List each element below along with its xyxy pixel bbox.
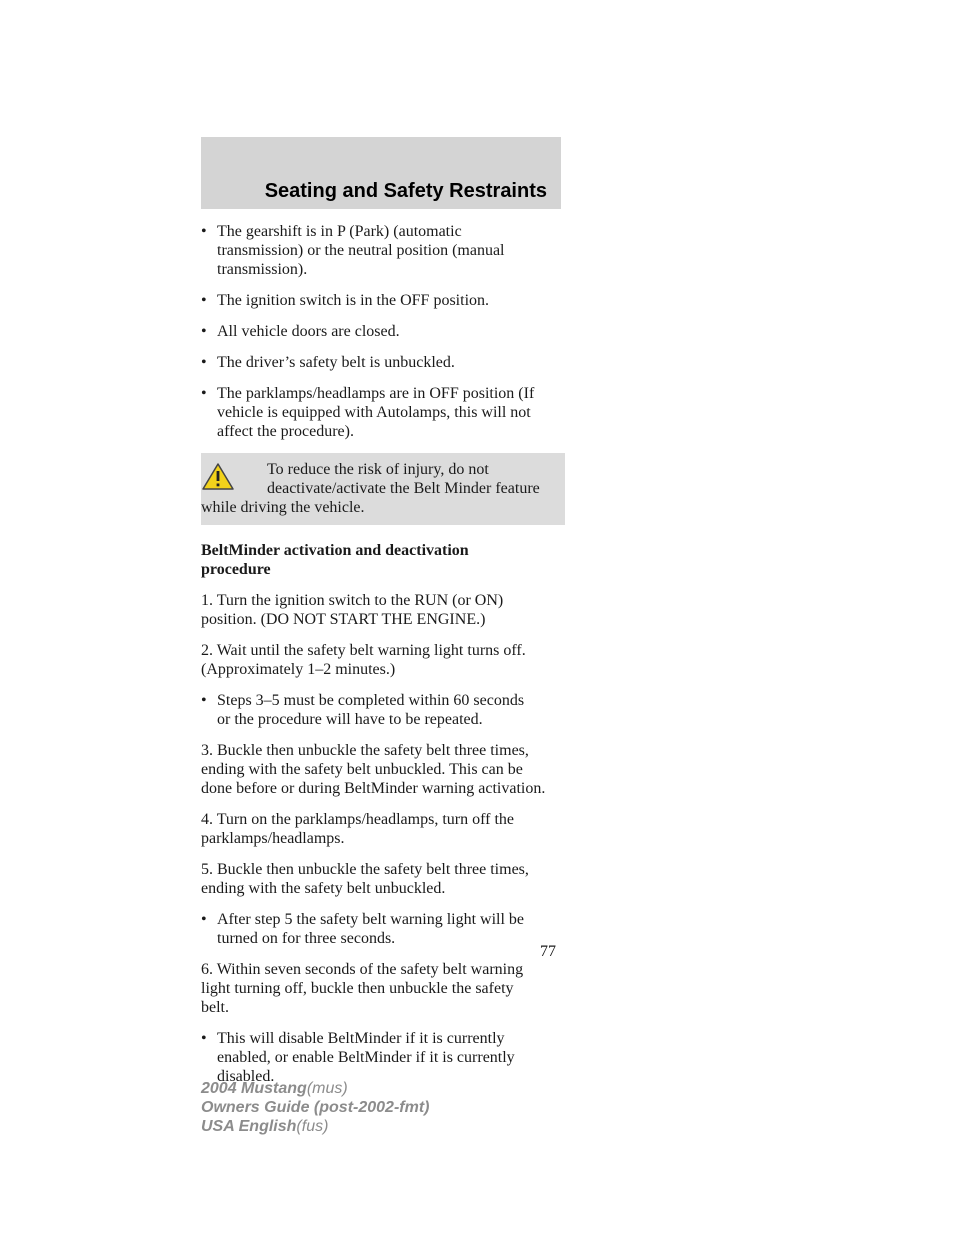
list-item: • This will disable BeltMinder if it is currently enabled, or enable BeltMinder if it is currently disabled. bbox=[201, 1030, 515, 1085]
step-1: 1. Turn the ignition switch to the RUN (or ON) position. (DO NOT START THE ENGINE.) bbox=[201, 592, 504, 628]
warning-triangle-icon bbox=[201, 461, 235, 491]
step-3: 3. Buckle then unbuckle the safety belt three times, ending with the safety belt unbuckled. This can be done before or during BeltMinder warning activation. bbox=[201, 742, 546, 797]
warning-line-1: To reduce the risk of injury, do not bbox=[267, 461, 489, 478]
section-title: Seating and Safety Restraints bbox=[264, 180, 547, 202]
list-item: • The ignition switch is in the OFF position. bbox=[201, 292, 490, 309]
section-header bbox=[201, 137, 561, 209]
warning-line-2: deactivate/activate the Belt Minder feature bbox=[267, 480, 540, 497]
page-number: 77 bbox=[540, 943, 556, 960]
bullet-icon: • bbox=[201, 692, 207, 709]
bullet-icon: • bbox=[201, 354, 207, 371]
list-item: • All vehicle doors are closed. bbox=[201, 323, 400, 340]
page-content bbox=[201, 222, 565, 1098]
footer-model-code: (mus) bbox=[306, 1080, 348, 1097]
list-item: • The parklamps/headlamps are in OFF position (If vehicle is equipped with Autolamps, this will not affect the procedure). bbox=[201, 385, 535, 440]
footer-language: USA English bbox=[201, 1118, 297, 1135]
list-item: • The gearshift is in P (Park) (automatic transmission) or the neutral position (manual transmission). bbox=[201, 223, 505, 278]
list-item: • Steps 3–5 must be completed within 60 seconds or the procedure will have to be repeated. bbox=[201, 692, 525, 728]
bullet-icon: • bbox=[201, 292, 207, 309]
section-heading: BeltMinder activation and deactivation procedure bbox=[201, 542, 469, 578]
footer-model: 2004 Mustang bbox=[201, 1080, 307, 1097]
footer-language-code: (fus) bbox=[296, 1118, 329, 1135]
bullet-icon: • bbox=[201, 385, 207, 402]
bullet-icon: • bbox=[201, 911, 207, 928]
warning-box bbox=[201, 453, 565, 525]
bullet-icon: • bbox=[201, 223, 207, 240]
footer bbox=[201, 1079, 429, 1136]
list-item: • After step 5 the safety belt warning light will be turned on for three seconds. bbox=[201, 911, 525, 947]
step-5: 5. Buckle then unbuckle the safety belt three times, ending with the safety belt unbuckled. bbox=[201, 861, 529, 897]
warning-line-3: while driving the vehicle. bbox=[201, 499, 365, 516]
list-item: • The driver’s safety belt is unbuckled. bbox=[201, 354, 455, 371]
bullet-icon: • bbox=[201, 323, 207, 340]
step-4: 4. Turn on the parklamps/headlamps, turn off the parklamps/headlamps. bbox=[201, 811, 514, 847]
step-2: 2. Wait until the safety belt warning light turns off. (Approximately 1–2 minutes.) bbox=[201, 642, 526, 678]
bullet-icon: • bbox=[201, 1030, 207, 1047]
footer-guide: Owners Guide (post-2002-fmt) bbox=[201, 1099, 430, 1116]
step-6: 6. Within seven seconds of the safety belt warning light turning off, buckle then unbuckle the safety belt. bbox=[201, 961, 524, 1016]
